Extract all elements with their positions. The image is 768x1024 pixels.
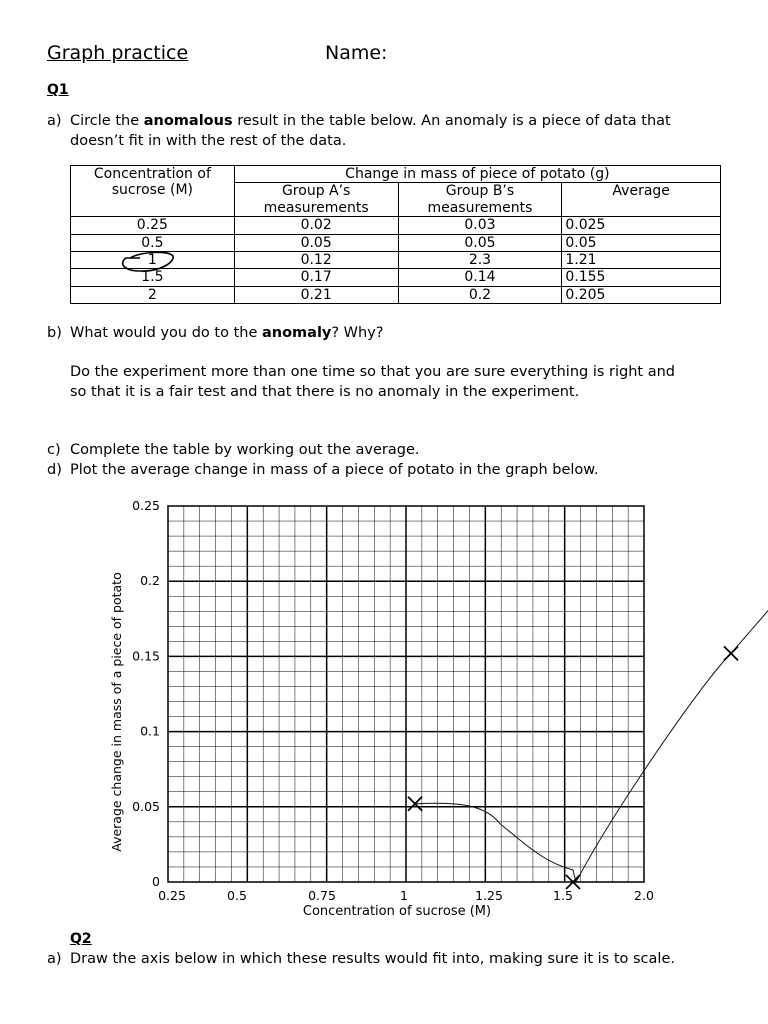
x-tick-label: 1.25 (475, 888, 503, 903)
q2-heading: Q2 (70, 931, 92, 947)
y-tick-label: 0.2 (140, 573, 160, 589)
y-axis-label: Average change in mass of a piece of potato (109, 572, 124, 852)
q1a-text-line2: doesn’t fit in with the rest of the data. (70, 133, 347, 149)
y-tick-label: 0.25 (132, 498, 160, 513)
header-concentration: Concentration of sucrose (M) (71, 166, 235, 217)
x-axis-label: Concentration of sucrose (M) (302, 904, 492, 919)
q2a-text: Draw the axis below in which these results would fit into, making sure it is to scale. (70, 951, 675, 967)
q2a-marker: a) (47, 951, 62, 967)
y-tick-label: 0.05 (132, 798, 160, 814)
q1b-answer-line2: so that it is a fair test and that there is no anomaly in the experiment. (70, 384, 580, 400)
anomaly-circle-mark (123, 252, 174, 271)
q1-heading: Q1 (47, 82, 69, 98)
x-tick-label: 0.25 (158, 888, 186, 903)
table-row: 0.25 0.02 0.03 0.025 (71, 217, 721, 234)
q1d-text: Plot the average change in mass of a piece of potato in the graph below. (70, 462, 599, 478)
q1b-text: What would you do to the anomaly? Why? (70, 325, 384, 341)
q1a-text: Circle the anomalous result in the table below. An anomaly is a piece of data that (70, 113, 671, 129)
y-tick-label: 0.15 (132, 648, 160, 664)
q1c-text: Complete the table by working out the average. (70, 442, 420, 458)
x-tick-label: 2.0 (634, 888, 654, 903)
y-tick-label: 0.1 (140, 723, 160, 739)
table-row: 0.5 0.05 0.05 0.05 (71, 234, 721, 251)
x-tick-label: 1.5 (553, 888, 573, 903)
x-tick-label: 0.5 (227, 888, 247, 903)
worksheet-title: Graph practice (47, 42, 189, 64)
q1a-marker: a) (47, 113, 62, 129)
y-tick-label: 0 (152, 874, 160, 889)
header-average: Average (562, 183, 721, 217)
q1b-marker: b) (47, 325, 62, 341)
q1c-marker: c) (47, 442, 61, 458)
table-row: 2 0.21 0.2 0.205 (71, 286, 721, 303)
chart-grid (168, 506, 644, 882)
x-tick-label: 1 (400, 888, 408, 903)
header-group-a: Group A’s measurements (234, 183, 398, 217)
series-line-average (415, 569, 768, 882)
table-row: 1 0.12 2.3 1.21 (71, 252, 721, 269)
x-tick-label: 0.75 (308, 888, 336, 903)
name-label: Name: (325, 42, 388, 64)
data-point-cross (724, 646, 738, 660)
table-row: 1.5 0.17 0.14 0.155 (71, 269, 721, 286)
header-change-in-mass: Change in mass of piece of potato (g) (234, 166, 720, 183)
q1b-answer-line1: Do the experiment more than one time so that you are sure everything is right and (70, 364, 675, 380)
header-group-b: Group B’s measurements (398, 183, 562, 217)
q1d-marker: d) (47, 462, 62, 478)
